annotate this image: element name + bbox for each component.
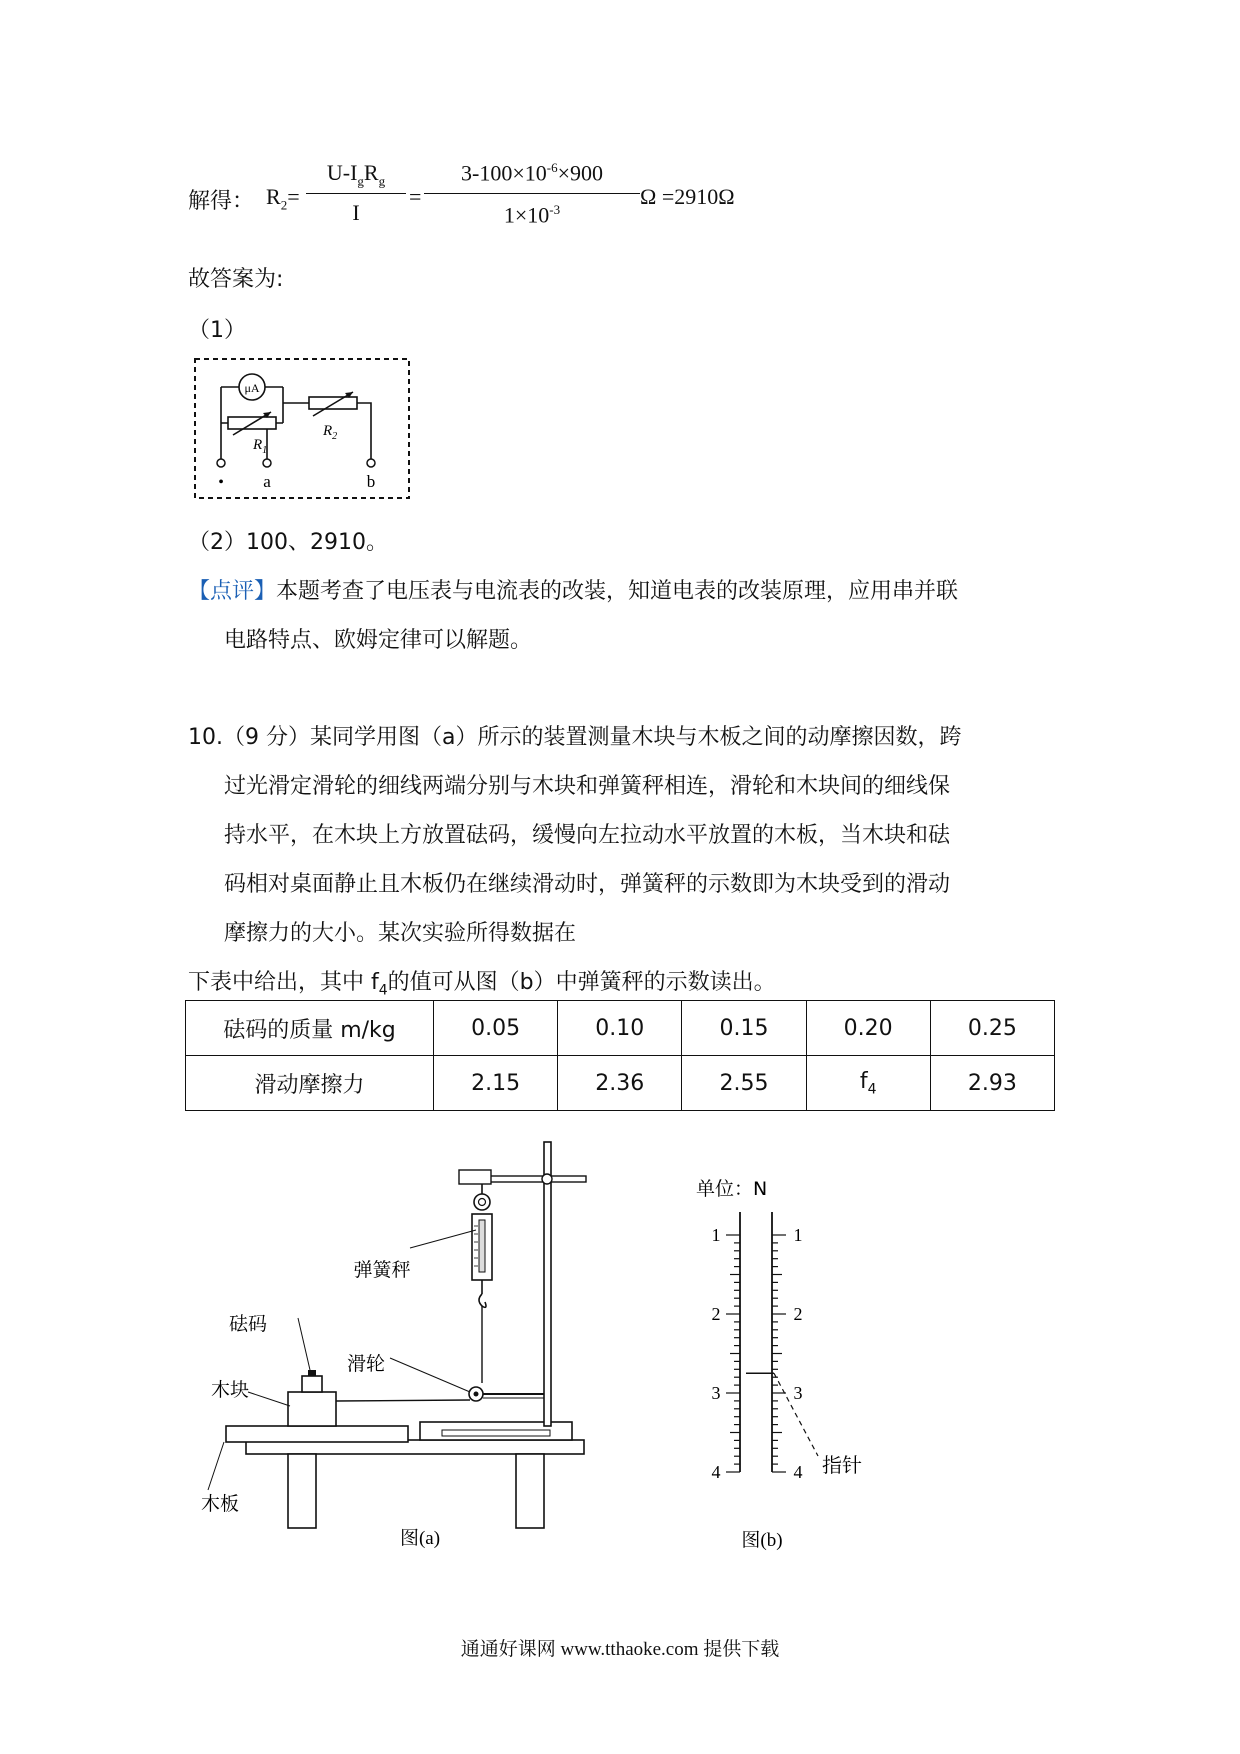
tick-label-right: 1 <box>793 1225 803 1245</box>
comment-line2: 电路特点、欧姆定律可以解题。 <box>224 628 533 653</box>
weight <box>302 1376 322 1392</box>
label-spring-scale: 弹簧秤 <box>353 1259 411 1281</box>
wooden-block <box>288 1392 336 1426</box>
question10-line4: 码相对桌面静止且木板仍在继续滑动时，弹簧秤的示数即为木块受到的滑动 <box>224 872 951 897</box>
terminal-left <box>217 459 225 467</box>
table-leg-left <box>288 1454 316 1528</box>
page-footer: 通通好课网 www.tthaoke.com 提供下载 <box>460 1639 780 1660</box>
figure-b-scale <box>690 1170 890 1560</box>
tick-label-left: 2 <box>711 1304 721 1324</box>
circuit-diagram <box>193 357 413 502</box>
fraction1-numerator: $U-I_gR_g$ <box>326 160 386 189</box>
equals-sign: = <box>409 184 422 209</box>
table-cell: 0.25 <box>930 1001 1054 1056</box>
fraction2-numerator: $3-100\times 10^{-6}\times 900$ <box>461 160 603 186</box>
terminal-a-label: a <box>263 472 271 491</box>
figure-a-caption: 图(a) <box>399 1528 441 1549</box>
label-block: 木块 <box>210 1379 250 1401</box>
figure-b-caption: 图(b) <box>741 1530 783 1551</box>
tick-label-right: 2 <box>793 1304 803 1324</box>
tick-label-left: 3 <box>711 1383 721 1403</box>
table-cell: 2.15 <box>434 1056 558 1111</box>
table-row-header: 砝码的质量 m/kg <box>186 1001 434 1056</box>
label-pulley: 滑轮 <box>346 1353 385 1375</box>
microammeter-label: μA <box>244 381 260 395</box>
terminal-b <box>367 459 375 467</box>
terminal-a <box>263 459 271 467</box>
resistor-r2-icon <box>309 397 357 409</box>
r2-label: $R_2$ <box>323 423 338 442</box>
table-cell: 2.55 <box>682 1056 806 1111</box>
table-row <box>186 1001 1055 1056</box>
scale-unit-label: 单位：N <box>696 1178 768 1200</box>
table-cell: 0.15 <box>682 1001 806 1056</box>
formula-result: Ω =2910Ω <box>640 184 735 209</box>
table-cell: $f_4$ <box>806 1056 930 1111</box>
answer-intro: 故答案为: <box>188 267 284 292</box>
r1-label: $R_1$ <box>253 437 268 456</box>
terminal-b-label: b <box>366 472 376 491</box>
table-cell: 2.93 <box>930 1056 1054 1111</box>
question10-line2: 过光滑定滑轮的细线两端分别与木块和弹簧秤相连，滑轮和木块间的细线保 <box>224 774 951 799</box>
friction-data-table <box>185 1000 1055 1111</box>
table-cell: 0.10 <box>558 1001 682 1056</box>
table-leg-right <box>516 1454 544 1528</box>
fraction1-denominator: I <box>352 200 360 225</box>
figure-a-apparatus <box>180 1130 610 1550</box>
question10-line1: 10.（9 分）某同学用图（a）所示的装置测量木块与木板之间的动摩擦因数，跨 <box>188 725 962 750</box>
tick-label-left: 1 <box>711 1225 721 1245</box>
fraction2-bar <box>424 193 640 194</box>
wooden-board <box>226 1426 408 1442</box>
table-cell: 0.20 <box>806 1001 930 1056</box>
table-cell: 2.36 <box>558 1056 682 1111</box>
solve-prefix: 解得： <box>188 189 255 214</box>
question10-line3: 持水平，在木块上方放置砝码，缓慢向左拉动水平放置的木板，当木块和砝 <box>224 823 951 848</box>
tick-label-right: 3 <box>793 1383 803 1403</box>
question10-line5: 摩擦力的大小。某次实验所得数据在 <box>224 921 577 946</box>
pointer-label: 指针 <box>822 1453 862 1477</box>
table-row-header: 滑动摩擦力 <box>186 1056 434 1111</box>
comment-tag: 【点评】 <box>188 579 277 604</box>
label-board: 木板 <box>200 1493 240 1515</box>
label-weight: 砝码 <box>228 1313 268 1335</box>
tick-label-left: 4 <box>711 1462 721 1482</box>
fraction1-bar <box>306 193 406 194</box>
tick-label-right: 4 <box>793 1462 803 1482</box>
part1-label: （1） <box>188 318 246 343</box>
fraction2-denominator: $1\times 10^{-3}$ <box>503 202 561 228</box>
terminal-left-label: • <box>218 474 224 491</box>
table-row <box>186 1056 1055 1111</box>
circuit-dashed-border <box>195 359 409 498</box>
formula-lhs: $R_2=$ <box>266 184 300 213</box>
comment-line1: 【点评】本题考查了电压表与电流表的改装，知道电表的改装原理，应用串并联 <box>188 579 959 604</box>
part2-answer: （2）100、2910。 <box>188 530 388 555</box>
table-cell: 0.05 <box>434 1001 558 1056</box>
question10-line6: 下表中给出，其中 $f_4$的值可从图（b）中弹簧秤的示数读出。 <box>188 970 776 999</box>
